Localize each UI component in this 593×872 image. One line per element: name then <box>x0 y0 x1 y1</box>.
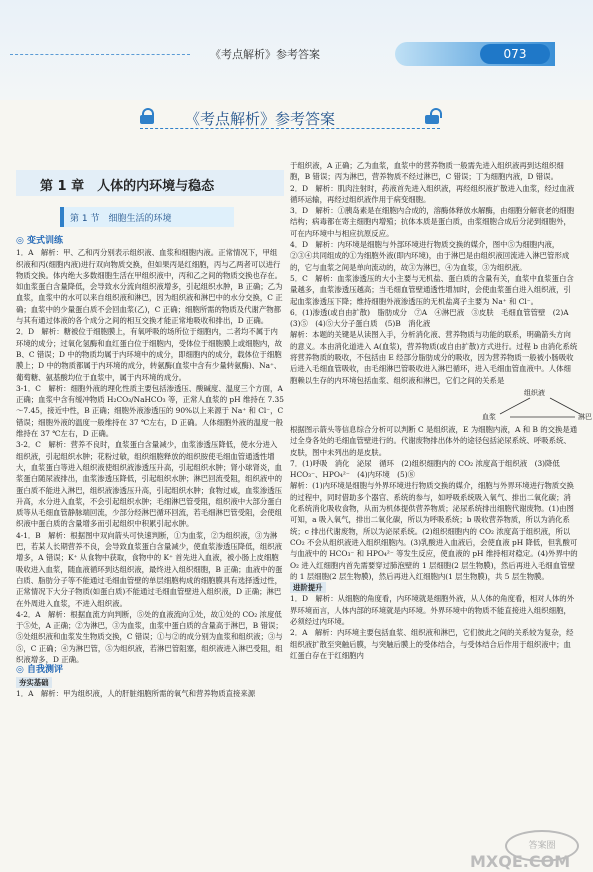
advance-tag: 进阶提升 <box>290 582 326 593</box>
answer-paragraph: 4-1．B 解析：根据图中双向箭头可快速判断，①为血浆，②为组织液，③为淋巴，若某人长期营养不良，会导致血浆蛋白含量减少，使血浆渗透压降低，组织液增多，A 错误；K⁺ 从食物中获取，食物中的 K⁺ 首先进入血液，被小肠上皮细胞吸收进入血浆，随血液循环到达组织液，最终进入组织细胞，B 正确；血液中的蛋白质、脂肪分子等不能通过毛细血管壁的单层细胞构成的细胞膜具有选择透过性，正常情况下大分子物质(如蛋白质)不能通过毛细血管壁进入组织液，D 正确；淋巴在外周进入血浆，不进入组织液。 <box>16 530 283 608</box>
answer-paragraph: 5．C 解析：血浆渗透压的大小主要与无机盐、蛋白质的含量有关，血浆中血浆蛋白含量越多，血浆渗透压越高；当毛细血管壁通透性增加时，会使血浆蛋白进入组织液，引起血浆渗透压下降；维持细胞外液渗透压的无机盐离子主要为 Na⁺ 和 Cl⁻。 <box>290 273 574 306</box>
fluid-relation-diagram <box>480 388 593 422</box>
diagram-label-lymph: 淋巴 <box>578 412 592 421</box>
answer-paragraph: 1．A 解析：甲、乙和丙分别表示组织液、血浆和细胞内液。正常情况下，甲组织液和丙(细胞内液)进行双向物质交换，但如果丙是红细胞，丙与乙两者可以进行物质交换。体内绝大多数细胞生活在甲组织液中，丙和乙之间的物质交换也存在。如血浆蛋白含量降低，会导致水分流向组织液增多，引起组织水肿，B 正确；乙为血浆，血浆中的水可以来自组织液和淋巴，因为组织液和淋巴中的水分交换，C 正确；血浆中的少量蛋白质不会回血浆(乙)，C 正确；细胞所需的物质及代谢产物都与其有通过体液的各个成分之间的相互交换才能正常地吸收和排出，D 正确。 <box>16 248 283 326</box>
answer-paragraph: 4．D 解析：内环境是细胞与外部环境进行物质交换的媒介，图中⑤为细胞内液，②③④共同组成的①为细胞外液(即内环境)，由于淋巴是由组织液回流进入淋巴管形成的，它与血浆之间是单向流动的，故③为淋巴，④为血浆，③为组织液。 <box>290 240 570 272</box>
test-heading-label: 自我测评 <box>27 665 64 676</box>
lock-icon <box>140 108 154 124</box>
answer-paragraph: 根据图示箭头等信息综合分析可以判断 C 是组织液，E 为细胞内液，A 和 B 的交换是通过全身各处的毛细血管壁进行的。代谢废物排出体外的途径包括泌尿系统、呼吸系统、皮肤，图中未列出的是皮肤。 <box>290 424 578 457</box>
answer-paragraph: 1．D 解析：从细胞的角度看，内环境就是细胞外液，从人体的角度看，相对人体的外界环境而言，人体内部的环境就是内环境。外界环境中的物质不能直接进入组织细胞，必须经过内环境。 <box>290 594 575 626</box>
test-heading: ◎ 自我测评 <box>16 665 64 676</box>
answer-paragraph: 3-1．C 解析：细胞外液的理化性质主要包括渗透压、酸碱度、温度三个方面，A 正确；血浆中含有缓冲物质 H₂CO₃/NaHCO₃ 等，正常人血浆的 pH 维持在 7.35～7.45，接近中性，B 正确；细胞外液渗透压的 90%以上来源于 Na⁺ 和 Cl⁻，C 错误；细胞外液的温度一般维持在 37 ℃左右，D 正确。人体细胞外液的温度一般维持在 37 ℃左右，D 正确。 <box>16 383 284 439</box>
watermark-text: MXQE.COM <box>470 852 571 871</box>
banner-title: 《考点解析》参考答案 <box>185 110 336 128</box>
header-title: 《考点解析》参考答案 <box>210 48 320 61</box>
answer-paragraph: 7．(1)呼吸 消化 泌尿 循环 (2)组织细胞内的 CO₂ 浓度高于组织液 (3)降低 HCO₃⁻、HPO₄²⁻ (4)内环境 (5)⑧ <box>290 458 568 480</box>
practice-heading-label: 变式训练 <box>27 236 64 246</box>
answer-paragraph: 4-2．A 解析：根据血流方向判断，⑤处的血液流向①处，故①处的 CO₂ 浓度低于⑤处，A 正确；②为淋巴，③为血浆，血浆中蛋白质的含量高于淋巴，B 错误；⑤处组织液和血浆发生物质交换，C 错误；①与②的成分别为血浆和组织液；③与⑤，C 正确；④为淋巴管，⑤为组织液，若淋巴管阻塞，组织液进入淋巴受阻，组织液增多，D 正确。 <box>16 609 283 664</box>
watermark-logo: 答案圈 <box>505 830 579 862</box>
answer-paragraph: 2．D 解析：肌肉注射时，药液首先进入组织液，再经组织液扩散进入血浆，经过血液循环运输，再经过组织液作用于病变细胞。 <box>290 183 575 204</box>
practice-heading: ◎ 变式训练 <box>16 236 64 246</box>
answer-paragraph: 1．A 解析：甲为组织液，人的肝脏细胞所需的氧气和营养物质直接来源 <box>16 688 256 698</box>
chapter-title: 第 1 章 人体的内环境与稳态 <box>40 179 215 194</box>
section-title: 第 1 节 细胞生活的环境 <box>70 214 172 224</box>
basic-tag: 夯实基础 <box>16 677 52 688</box>
header-dotted-rule <box>10 54 190 55</box>
right-column <box>290 160 592 661</box>
answer-paragraph: 2．A 解析：内环境主要包括血浆、组织液和淋巴，它们彼此之间的关系较为复杂，经组织液扩散至突触后膜，与突触后膜上的受体结合，与受体结合后作用于组织液中；血红蛋白存在于红细胞内 <box>290 628 574 660</box>
answer-paragraph: 3-2．C 解析：营养不良时，血浆蛋白含量减少，血浆渗透压降低，使水分进入组织液，引起组织水肿；花粉过敏，组织细胞释放的组织胺使毛细血管通透性增大，血浆蛋白等进入组织液使组织液渗透压升高，引起组织水肿；肾小球肾炎，血浆蛋白随尿液排出，血浆渗透压降低，引起组织水肿；淋巴回流受阻，组织液中的蛋白质不能进入淋巴，组织液渗透压升高，引起组织水肿；食物过咸，血浆渗透压升高，水分进入血浆，不会引起组织水肿；毛细淋巴管受阻，组织液中大部分蛋白质等从毛细血管静脉端回流，少部分经淋巴循环回流，若毛细淋巴管受阻，会使组织液中蛋白质的含量增多而引起组织中积累引起水肿。 <box>16 440 283 529</box>
unlock-icon <box>425 108 439 124</box>
banner-dashed-rule <box>140 128 440 129</box>
answer-paragraph: 解析：本题的关键是从读图入手，分析消化液、营养物质与功能的联系，明确箭头方向的意义。本由消化道进入 A(血浆)，营养物质(或自由扩散)方式进行。过程 b 由消化系统将营养物质的吸收，不包括由 E 经部分脂肪成分的吸收，因为营养物质一般被小肠吸收后进入毛细血管吸收，由毛细淋巴管吸收进入淋巴循环，进入毛细血管血液中。人体细胞赖以生存的内环境包括血浆、组织液和淋巴，它们之间的关系是 <box>290 330 578 385</box>
diagram-label-plasma: 血浆 <box>482 412 496 421</box>
answer-paragraph: 2．D 解析：糖被位于细胞膜上，有氧呼吸的场所位于细胞内，二者均不属于内环境的成分；过氧化氢酶和血红蛋白位于细胞内，受体位于细胞膜上或细胞内，故 B、C 错误；D 中的物质均属于内环境中的成分，即细胞内的成分，载体位于细胞膜上；D 中的物质都属于内环境的成分，转氨酶(血浆中含有少量转氨酶)、Na⁺、葡萄糖、氨基酸均位于血浆中，属于内环境的成分。 <box>16 327 283 382</box>
page-number: 073 <box>480 44 550 64</box>
left-column <box>16 236 284 699</box>
answer-paragraph: 解析：(1)内环境是细胞与外界环境进行物质交换的媒介，细胞与外界环境进行物质交换的过程中，同时借助多个器官、系统的参与，如呼吸系统吸入氧气、排出二氧化碳；消化系统消化吸收食物，从而为机体提供营养物质；泌尿系统排出细胞代谢废物。(1)由图可知，a 吸入氧气，排出二氧化碳，所以为呼吸系统；b 吸收营养物质，所以为消化系统；c 排出代谢废物，所以为泌尿系统。(2)组织细胞内的 CO₂ 浓度高于组织液，所以 CO₂ 不会从组织液进入组织细胞内。(3)乳酸进入血液后，会使血液 pH 降低，但乳酸可与血液中的 HCO₃⁻ 和 HPO₄²⁻ 等发生反应，使血液的 pH 维持相对稳定。(4)外界中的 O₂ 进入红细胞内首先需要穿过肺泡壁的 1 层细胞(2 层生物膜)，然后再进入毛细血管壁的 1 层细胞(2 层生物膜)，然后再进入红细胞内(1 层生物膜)，共 5 层生物膜。 <box>290 481 578 581</box>
answer-paragraph: 3．D 解析：①胰岛素是在细胞内合成的，溶酶体释放水解酶，由细胞分解衰老的细胞结构；病毒都在寄主细胞内增殖；抗体本质是蛋白质，由浆细胞合成后分泌到细胞外，可在内环境中与相应抗原反应。 <box>290 206 575 238</box>
answer-paragraph: 于组织液，A 正确；乙为血浆，血浆中的营养物质一般需先进入组织液再到达组织细胞，B 错误；丙为淋巴，营养物质不经过淋巴，C 错误；丁为细胞内液，D 错误。 <box>290 161 564 182</box>
answer-paragraph: 6．(1)渗透(或自由扩散) 脂肪成分 ⑦A ④淋巴液 ③皮肤 毛细血管管壁 (2)A (3)⑤ (4)⑤大分子蛋白质 (5)B 消化液 <box>290 307 576 329</box>
diagram-label-tissue-fluid: 组织液 <box>524 388 545 397</box>
